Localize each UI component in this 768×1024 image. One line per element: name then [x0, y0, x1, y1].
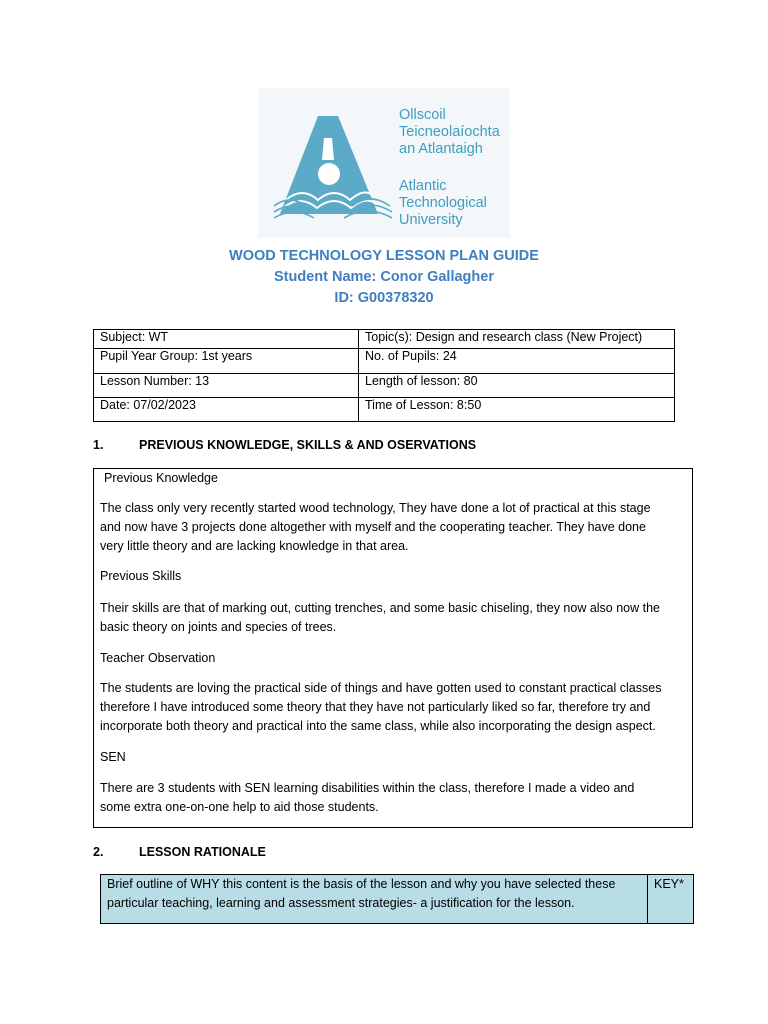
- logo-irish-line-3: an Atlantaigh: [399, 141, 483, 157]
- university-logo: [258, 88, 510, 238]
- lesson-info-table: [93, 329, 675, 422]
- table-row: [101, 875, 694, 924]
- previous-knowledge-box: [93, 468, 693, 828]
- logo-english-line-2: Technological: [399, 195, 487, 211]
- paragraph-line: basic theory on joints and species of trees.: [100, 620, 337, 634]
- rationale-line: particular teaching, learning and assessment strategies- a justification for the lesson.: [107, 896, 575, 910]
- table-cell: Lesson Number: 13: [94, 374, 359, 398]
- student-name: Student Name: Conor Gallagher: [274, 269, 494, 285]
- section-2-number: 2.: [93, 845, 104, 859]
- logo-irish-line-2: Teicneolaíochta: [399, 124, 500, 140]
- section-2-heading: [93, 845, 266, 859]
- table-cell: No. of Pupils: 24: [359, 349, 675, 374]
- document-title: WOOD TECHNOLOGY LESSON PLAN GUIDE: [229, 248, 539, 264]
- lesson-rationale-table: [100, 874, 694, 924]
- atu-logo-icon: [272, 102, 394, 224]
- key-cell: KEY*: [648, 875, 694, 924]
- section-2-title: LESSON RATIONALE: [139, 845, 266, 859]
- paragraph-line: therefore I have introduced some theory that they have not particularly liked so far, therefore try and: [100, 700, 651, 714]
- section-1-title: PREVIOUS KNOWLEDGE, SKILLS & AND OSERVATIONS: [139, 438, 477, 452]
- logo-irish-name: [399, 107, 500, 158]
- previous-skills-label: Previous Skills: [100, 569, 182, 583]
- paragraph-line: Their skills are that of marking out, cutting trenches, and some basic chiseling, they now also now the: [100, 601, 661, 615]
- logo-english-line-1: Atlantic: [399, 178, 447, 194]
- paragraph-line: some extra one-on-one help to aid those students.: [100, 800, 379, 814]
- paragraph-line: incorporate both theory and practical into the same class, while also incorporating the design aspect.: [100, 719, 656, 733]
- rationale-cell: [101, 875, 648, 924]
- paragraph-line: The students are loving the practical side of things and have gotten used to constant practical classes: [100, 681, 662, 695]
- table-cell: Pupil Year Group: 1st years: [94, 349, 359, 374]
- student-id: ID: G00378320: [334, 290, 434, 306]
- table-row: [94, 374, 675, 398]
- paragraph-line: The class only very recently started wood technology, They have done a lot of practical at this stage: [100, 501, 651, 515]
- table-cell: Topic(s): Design and research class (New Project): [359, 330, 675, 349]
- logo-english-name: [399, 178, 487, 229]
- table-row: [94, 349, 675, 374]
- sen-label: SEN: [100, 750, 126, 764]
- paragraph-line: There are 3 students with SEN learning disabilities within the class, therefore I made a video and: [100, 781, 635, 795]
- table-cell: Time of Lesson: 8:50: [359, 398, 675, 422]
- rationale-line: Brief outline of WHY this content is the basis of the lesson and why you have selected these: [107, 877, 616, 891]
- logo-irish-line-1: Ollscoil: [399, 107, 446, 123]
- table-cell: Length of lesson: 80: [359, 374, 675, 398]
- table-cell: Subject: WT: [94, 330, 359, 349]
- teacher-observation-label: Teacher Observation: [100, 651, 216, 665]
- table-row: [94, 330, 675, 349]
- table-row: [94, 398, 675, 422]
- paragraph-line: very little theory and are lacking knowledge in that area.: [100, 539, 409, 553]
- logo-english-line-3: University: [399, 212, 463, 228]
- document-header: [0, 246, 768, 309]
- section-1-number: 1.: [93, 438, 104, 452]
- section-1-heading: [93, 438, 476, 452]
- table-cell: Date: 07/02/2023: [94, 398, 359, 422]
- previous-knowledge-label: Previous Knowledge: [104, 471, 218, 485]
- paragraph-line: and now have 3 projects done altogether with myself and the cooperating teacher. They have done: [100, 520, 646, 534]
